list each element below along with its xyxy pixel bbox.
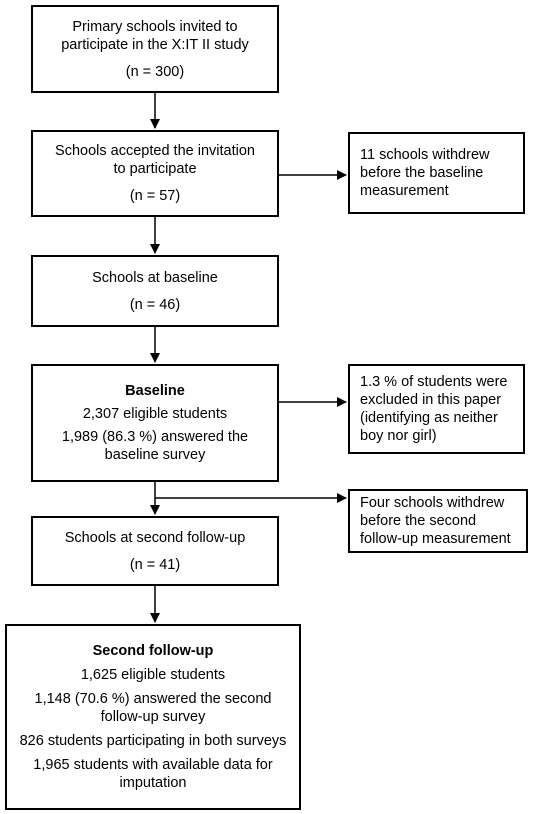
invited-n: (n = 300) xyxy=(125,63,185,80)
excluded-line-3: (identifying as neither xyxy=(360,410,498,426)
box-second-follow-up xyxy=(5,624,301,810)
second-answered-2: follow-up survey xyxy=(100,709,206,725)
baseline-title: Baseline xyxy=(125,383,185,399)
second-answered-1: 1,148 (70.6 %) answered the second xyxy=(34,691,272,707)
withdrew1-line-3: measurement xyxy=(360,183,449,199)
box-excluded xyxy=(348,364,525,454)
second-imputation-2: imputation xyxy=(119,775,187,791)
accepted-n: (n = 57) xyxy=(129,188,181,204)
withdrew1-line-1: 11 schools withdrew xyxy=(360,147,490,163)
excluded-line-2: excluded in this paper xyxy=(360,392,502,408)
box-invited xyxy=(31,5,279,93)
invited-line-2: participate in the X:IT II study xyxy=(61,36,249,53)
accepted-line-1: Schools accepted the invitation xyxy=(55,143,255,159)
excluded-line-4: boy nor girl) xyxy=(360,428,437,444)
second-eligible: 1,625 eligible students xyxy=(80,667,226,683)
box-withdrew-second xyxy=(348,489,528,553)
box-withdrew-baseline xyxy=(348,132,525,214)
accepted-line-2: to participate xyxy=(113,161,197,177)
at-second-title: Schools at second follow-up xyxy=(64,529,246,546)
at-baseline-title: Schools at baseline xyxy=(92,269,218,286)
box-schools-at-baseline xyxy=(31,255,279,327)
at-second-n: (n = 41) xyxy=(129,556,181,573)
withdrew2-line-3: follow-up measurement xyxy=(360,531,511,547)
baseline-answered-2: baseline survey xyxy=(104,447,206,463)
at-baseline-n: (n = 46) xyxy=(129,296,181,313)
withdrew2-line-1: Four schools withdrew xyxy=(360,495,505,511)
baseline-answered-1: 1,989 (86.3 %) answered the xyxy=(61,429,249,445)
second-both: 826 students participating in both surveys xyxy=(19,733,287,749)
box-schools-at-second xyxy=(31,516,279,586)
withdrew2-line-2: before the second xyxy=(360,513,477,529)
box-baseline xyxy=(31,364,279,482)
withdrew1-line-2: before the baseline xyxy=(360,165,484,181)
second-imputation-1: 1,965 students with available data for xyxy=(33,757,273,773)
invited-line-1: Primary schools invited to xyxy=(72,18,238,35)
baseline-eligible: 2,307 eligible students xyxy=(82,406,228,422)
excluded-line-1: 1.3 % of students were xyxy=(360,374,508,390)
second-title: Second follow-up xyxy=(92,643,214,659)
box-accepted xyxy=(31,130,279,217)
